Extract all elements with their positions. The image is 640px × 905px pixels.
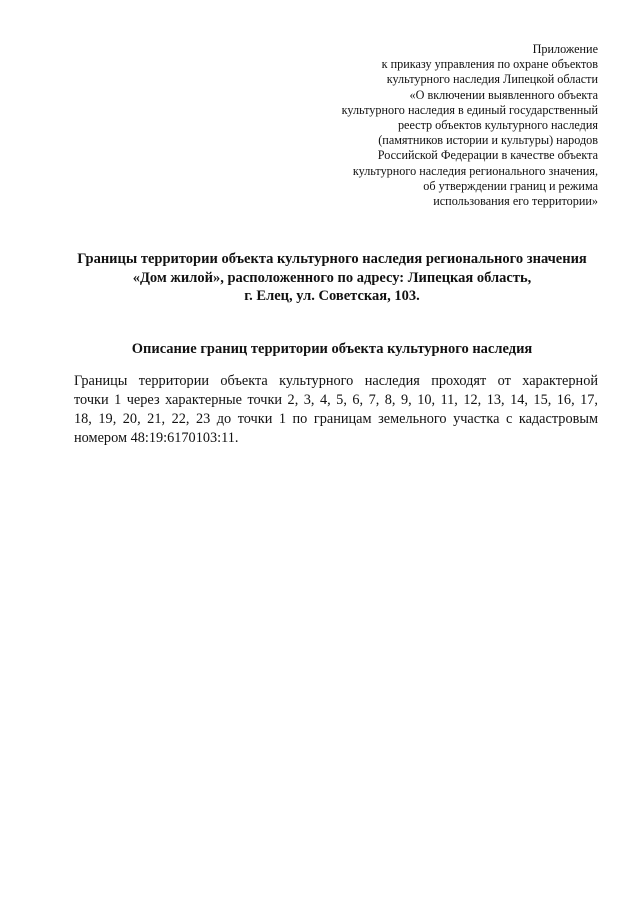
appendix-line: Российской Федерации в качестве объекта [377,148,598,163]
title-line: Границы территории объекта культурного наследия регионального значения [77,251,587,267]
appendix-line: «О включении выявленного объекта [409,87,598,102]
section-heading: Описание границ территории объекта культурного наследия [131,341,533,357]
appendix-line: использования его территории» [433,194,598,209]
description-line: 18, 19, 20, 21, 22, 23 до точки 1 по границам земельного участка с кадастровым [74,411,598,427]
appendix-line: культурного наследия в единый государственный [341,102,598,117]
appendix-line: (памятников истории и культуры) народов [378,133,598,148]
appendix-line: Приложение [532,42,598,56]
description-paragraph [74,372,598,448]
appendix-line: реестр объектов культурного наследия [397,118,598,133]
title-line: «Дом жилой», расположенного по адресу: Липецкая область, [132,269,532,286]
appendix-line: культурного наследия регионального значения, [352,163,598,178]
appendix-line: об утверждении границ и режима [423,178,598,193]
description-line: точки 1 через характерные точки 2, 3, 4, 5, 6, 7, 8, 9, 10, 11, 12, 13, 14, 15, 16, 17, [74,392,598,408]
appendix-line: культурного наследия Липецкой области [386,72,598,87]
document-title [50,250,614,306]
title-line: г. Елец, ул. Советская, 103. [244,288,420,304]
description-line: номером 48:19:6170103:11. [74,430,239,446]
description-line: Границы территории объекта культурного наследия проходят от характерной [74,373,598,389]
appendix-header [268,42,598,209]
appendix-line: к приказу управления по охране объектов [381,57,598,72]
